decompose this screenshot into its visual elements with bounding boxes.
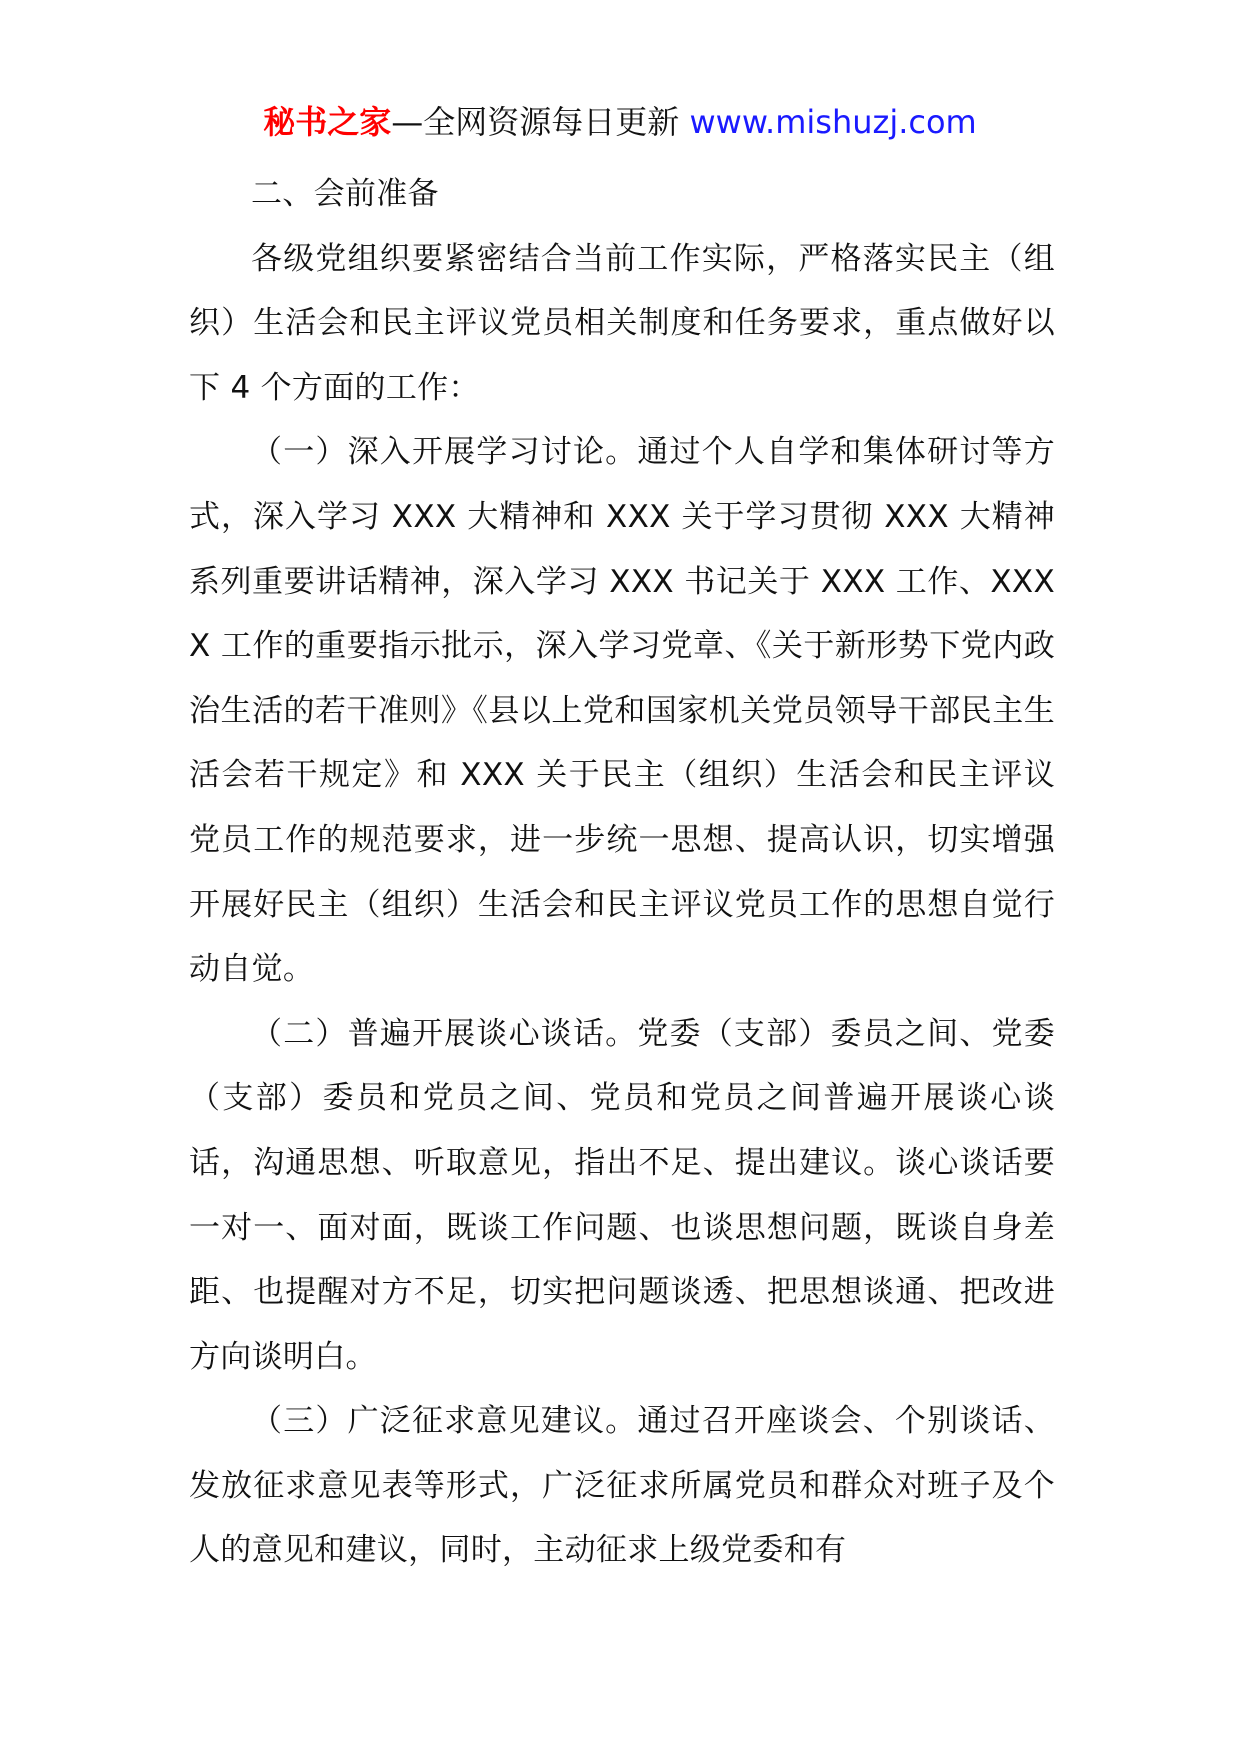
section-heading: 二、会前准备 <box>251 176 439 212</box>
item-2-paragraph: （二）普遍开展谈心谈话。党委（支部）委员之间、党委（支部）委员和党员之间、党员和党员之间普遍开展谈心谈话，沟通思想、听取意见，指出不足、提出建议。谈心谈话要一对一、面对面，既谈工作问题、也谈思想问题，既谈自身差距、也提醒对方不足，切实把问题谈透、把思想谈通、把改进方向谈明白。 <box>189 1015 1055 1375</box>
item-1-paragraph: （一）深入开展学习讨论。通过个人自学和集体研讨等方式，深入学习 XXX 大精神和 XXX 关于学习贯彻 XXX 大精神系列重要讲话精神，深入学习 XXX 书记关于 XXX 工作、XXXX 工作的重要指示批示，深入学习党章、《关于新形势下党内政治生活的若干准则》《县以上党和国家机关党员领导干部民主生活会若干规定》和 XXX 关于民主（组织）生活会和民主评议党员工作的规范要求，进一步统一思想、提高认识，切实增强开展好民主（组织）生活会和民主评议党员工作的思想自觉行动自觉。 <box>189 434 1055 988</box>
intro-paragraph: 各级党组织要紧密结合当前工作实际，严格落实民主（组织）生活会和民主评议党员相关制度和任务要求，重点做好以下 4 个方面的工作： <box>189 240 1055 406</box>
header-slogan: —全网资源每日更新 <box>391 103 680 141</box>
site-header <box>0 100 1240 144</box>
document-body <box>189 162 1055 1583</box>
brand-name: 秘书之家 <box>263 103 392 141</box>
site-url-link[interactable]: www.mishuzj.com <box>689 103 977 141</box>
item-3-paragraph: （三）广泛征求意见建议。通过召开座谈会、个别谈话、发放征求意见表等形式，广泛征求所属党员和群众对班子及个人的意见和建议，同时，主动征求上级党委和有 <box>189 1403 1055 1569</box>
